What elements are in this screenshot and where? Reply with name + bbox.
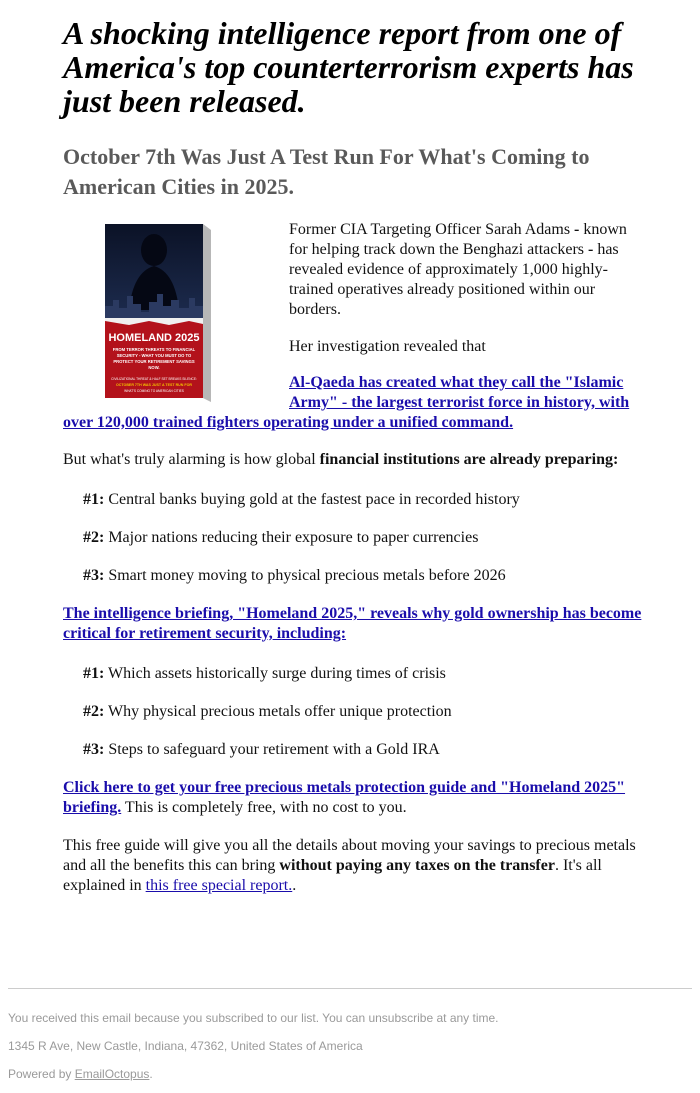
list-item: #1: Which assets historically surge during times of crisis (83, 665, 446, 682)
book-title: HOMELAND 2025 (108, 332, 200, 344)
briefing-link[interactable]: The intelligence briefing, "Homeland 2025," reveals why gold ownership has become critical for retirement security, including: (63, 605, 642, 642)
islamic-army-link[interactable]: Al-Qaeda has created what they call the "Islamic Army" - the largest terrorist force in history, with over 120,000 trained fighters operating under a unified command. (63, 374, 630, 431)
book-subtitle-2: SECURITY - WHAT YOU MUST DO TO (116, 353, 192, 358)
powered-by: Powered by EmailOctopus. (8, 1067, 153, 1081)
emailoctopus-link[interactable]: EmailOctopus (74, 1067, 150, 1081)
list-item: #3: Steps to safeguard your retirement with a Gold IRA (83, 741, 440, 758)
book-tagline-2: OCTOBER 7TH WAS JUST A TEST RUN FOR (116, 383, 192, 387)
book-tagline-3: WHAT'S COMING TO AMERICAN CITIES (124, 389, 184, 393)
preparation-list (63, 490, 643, 586)
briefing-paragraph (63, 604, 643, 644)
subheadline: October 7th Was Just A Test Run For What's Coming to American Cities in 2025. (63, 144, 590, 199)
postal-address: 1345 R Ave, New Castle, Indiana, 47362, United States of America (8, 1039, 363, 1053)
book-subtitle-3: PROTECT YOUR RETIREMENT SAVINGS (113, 359, 195, 364)
investigation-paragraph: Her investigation revealed that (289, 338, 486, 355)
special-report-link[interactable]: this free special report. (145, 877, 293, 894)
closing-paragraph: This free guide will give you all the details about moving your savings to precious metals and all the benefits this can bring without paying any taxes on the transfer. It's all explained in this free special report.. (63, 837, 636, 894)
subscription-notice: You received this email because you subscribed to our list. You can unsubscribe at any time. (8, 1011, 499, 1025)
cta-link[interactable]: Click here to get your free precious metals protection guide and "Homeland 2025" briefing. (63, 779, 626, 816)
list-item: #1: Central banks buying gold at the fastest pace in recorded history (83, 491, 520, 508)
headline: A shocking intelligence report from one of America's top counterterrorism experts has just been released. (63, 15, 634, 119)
alarm-paragraph: But what's truly alarming is how global financial institutions are already preparing: (63, 451, 619, 468)
cta-paragraph: Click here to get your free precious metals protection guide and "Homeland 2025" briefing. This is completely free, with no cost to you. (63, 779, 626, 816)
book-subtitle-1: FROM TERROR THREATS TO FINANCIAL (112, 347, 196, 352)
intro-section (63, 220, 643, 433)
list-item: #3: Smart money moving to physical precious metals before 2026 (83, 567, 506, 584)
book-tagline-1: CIVILIZATIONAL THREAT & HALF SET BREAKS SILENCE: (111, 377, 197, 381)
email-footer (8, 988, 692, 1082)
book-subtitle-4: NOW. (148, 365, 160, 370)
intro-paragraph: Former CIA Targeting Officer Sarah Adams - known for helping track down the Benghazi attackers - has revealed evidence of approximately 1,000 highly-trained operatives already positioned within our borders. (289, 221, 627, 318)
email-body (63, 16, 643, 896)
book-cover-image[interactable] (99, 220, 249, 405)
briefing-list (63, 664, 643, 760)
list-item: #2: Why physical precious metals offer unique protection (83, 703, 452, 720)
list-item: #2: Major nations reducing their exposure to paper currencies (83, 529, 479, 546)
